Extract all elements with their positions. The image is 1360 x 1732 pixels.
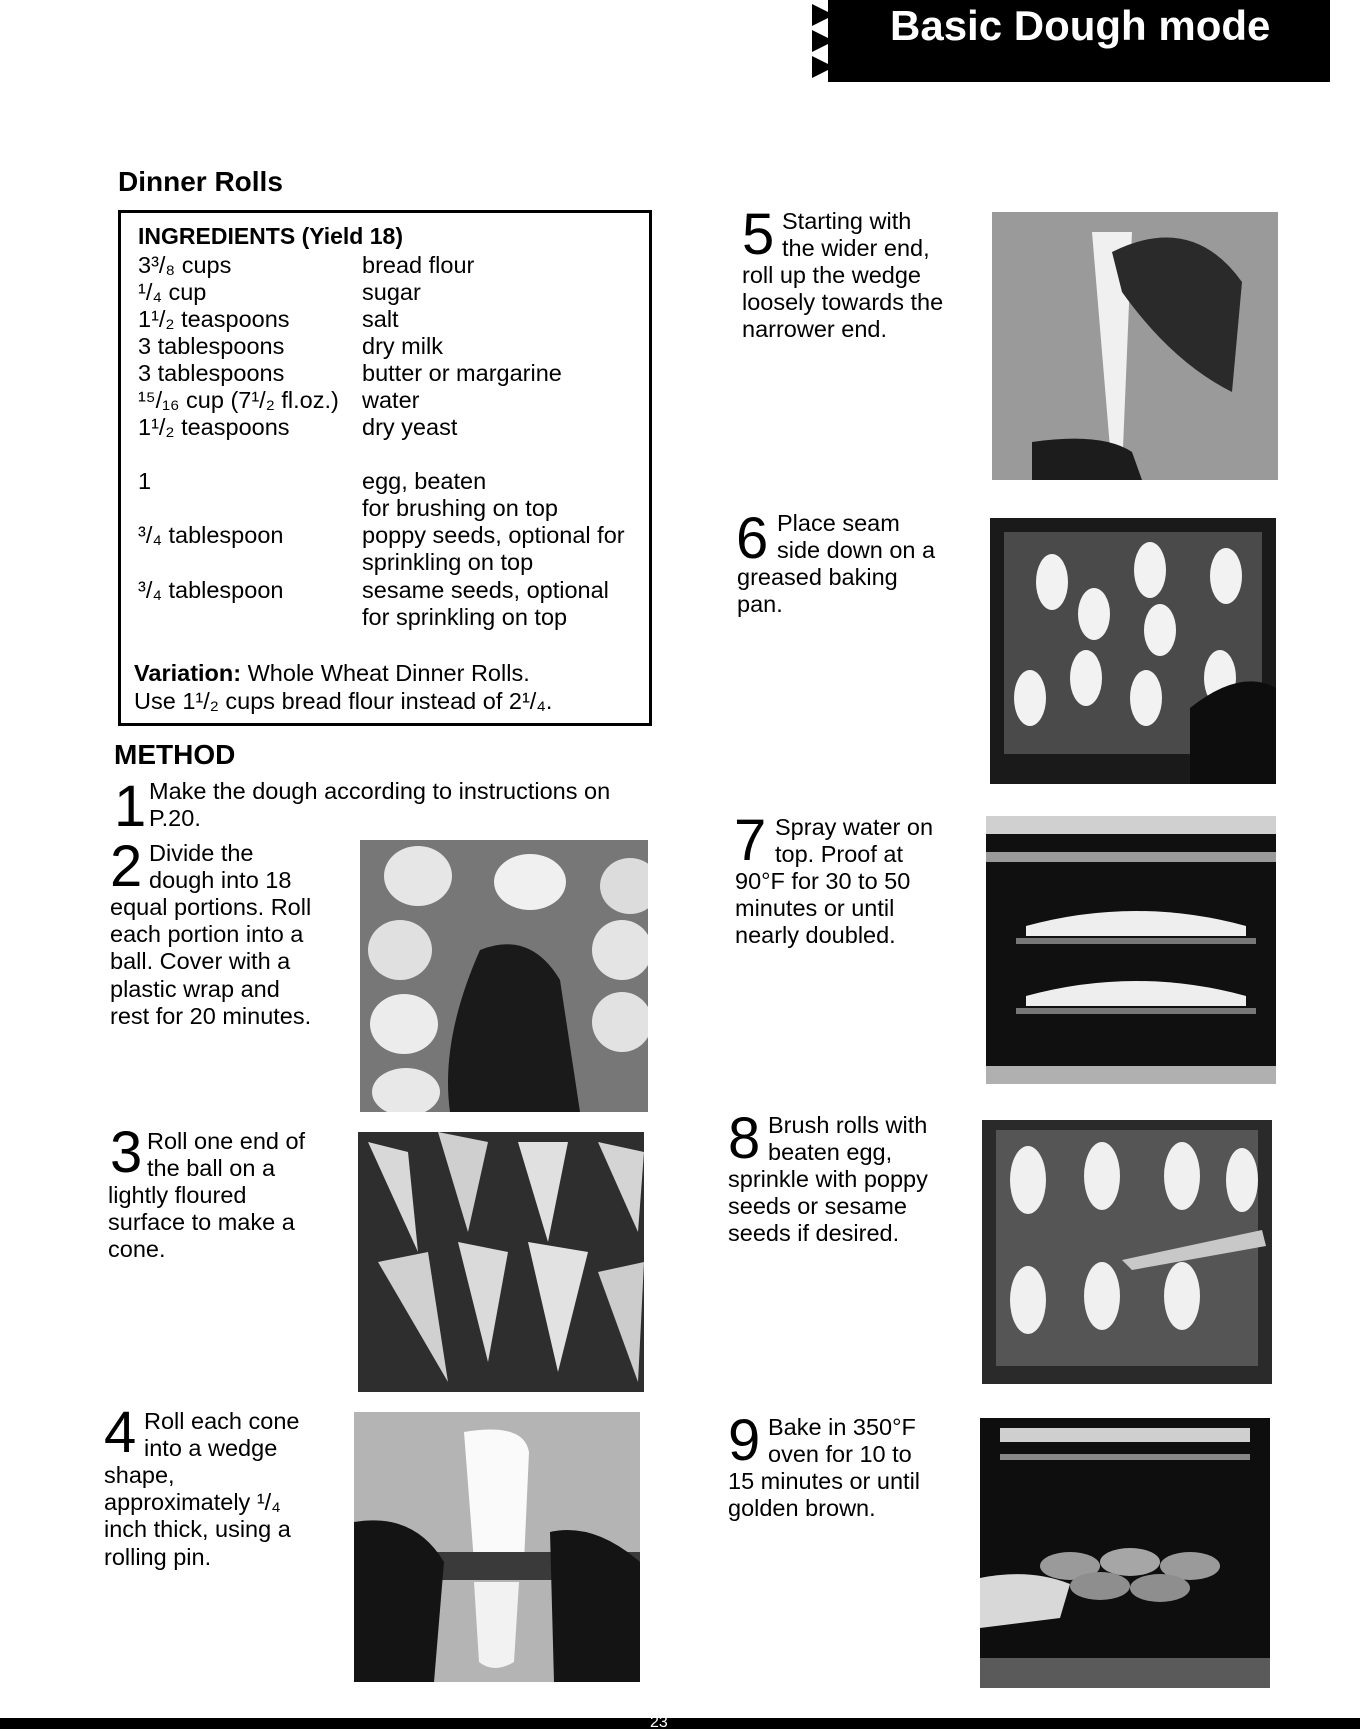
- step-number: 8: [728, 1106, 761, 1171]
- step-line: Roll one end of: [147, 1128, 306, 1154]
- step-text-continued: [737, 564, 898, 618]
- ingredient-qty: 3 tablespoons: [138, 333, 285, 359]
- step-number: 2: [110, 834, 143, 899]
- topping-name: for brushing on top: [362, 495, 558, 521]
- topping-name: egg, beaten: [362, 468, 487, 494]
- ingredient-qty: 1¹/₂ teaspoons: [138, 414, 290, 440]
- step-line: Divide the: [149, 840, 254, 866]
- step-text: [775, 814, 933, 868]
- step-line: Spray water on: [775, 814, 934, 840]
- topping-qty: ³/₄ tablespoon: [138, 577, 284, 603]
- step-number: 9: [728, 1408, 761, 1473]
- variation-line2: Use 1¹/₂ cups bread flour instead of 2¹/₄.: [134, 687, 553, 714]
- step-line: the wider end,: [782, 235, 930, 262]
- method-heading: METHOD: [114, 739, 236, 770]
- topping-name: poppy seeds, optional for: [362, 522, 625, 548]
- step-text-continued: [108, 1182, 295, 1264]
- footer-rule: [0, 1718, 1360, 1729]
- step-line: Brush rolls with: [768, 1112, 928, 1138]
- step-line: seeds if desired.: [728, 1220, 900, 1247]
- step-line: side down on a: [777, 537, 936, 564]
- step-line: into a wedge: [144, 1435, 278, 1462]
- banner-arrow-icon: [812, 56, 834, 78]
- step-text: [768, 1414, 916, 1468]
- step-text-continued: [735, 868, 910, 950]
- topping-name: sprinkling on top: [362, 549, 534, 575]
- variation-text: Whole Wheat Dinner Rolls.: [241, 660, 530, 686]
- step-number: 7: [734, 808, 767, 873]
- step-line: Roll each cone: [144, 1408, 300, 1434]
- step-line: the ball on a: [147, 1155, 276, 1182]
- step-text: [144, 1408, 299, 1462]
- variation-label: Variation:: [134, 660, 242, 686]
- step-line: Starting with: [782, 208, 912, 234]
- photo-dough-balls: [360, 840, 648, 1112]
- step-line: Make the dough according to instructions on: [149, 778, 611, 804]
- step-line: golden brown.: [728, 1495, 876, 1522]
- step-line: surface to make a: [108, 1209, 295, 1236]
- step-line: each portion into a: [110, 921, 304, 948]
- step-text-continued: [742, 262, 943, 344]
- photo-dough-cones: [358, 1132, 644, 1392]
- ingredient-name: salt: [362, 306, 399, 332]
- step-text-continued: [110, 894, 311, 1030]
- ingredient-name: water: [362, 387, 420, 413]
- page-number: 23: [650, 1714, 668, 1731]
- ingredients-heading: INGREDIENTS (Yield 18): [138, 223, 403, 249]
- ingredient-name: butter or margarine: [362, 360, 562, 386]
- photo-baking-pan: [990, 518, 1276, 784]
- ingredient-qty: ¹⁵/₁₆ cup (7¹/₂ fl.oz.): [138, 387, 339, 413]
- page-title: Basic Dough mode: [890, 2, 1271, 49]
- step-line: plastic wrap and: [110, 975, 280, 1002]
- step-line: 90°F for 30 to 50: [735, 868, 911, 894]
- step-number: 6: [736, 506, 769, 571]
- step-line: nearly doubled.: [735, 922, 896, 949]
- step-line: inch thick, using a: [104, 1516, 291, 1543]
- step-line: equal portions. Roll: [110, 894, 312, 920]
- step-number: 1: [114, 774, 147, 839]
- step-line: cone.: [108, 1236, 166, 1263]
- step-line: ball. Cover with a: [110, 948, 291, 975]
- step-line: sprinkle with poppy: [728, 1166, 928, 1192]
- step-line: rolling pin.: [104, 1543, 212, 1570]
- ingredient-name: sugar: [362, 279, 421, 305]
- step-text: [147, 1128, 305, 1182]
- photo-rolling-pin: [354, 1412, 640, 1682]
- ingredient-qty: 3³/₈ cups: [138, 252, 232, 278]
- ingredient-name: dry yeast: [362, 414, 458, 440]
- step-line: Place seam: [777, 510, 900, 536]
- step-text: [777, 510, 935, 564]
- step-line: pan.: [737, 591, 783, 618]
- step-line: lightly floured: [108, 1182, 247, 1208]
- step-line: dough into 18: [149, 867, 292, 894]
- step-line: oven for 10 to: [768, 1441, 912, 1468]
- banner-arrow-icon: [812, 4, 834, 26]
- step-line: Bake in 350°F: [768, 1414, 916, 1440]
- step-text: [149, 840, 291, 894]
- photo-oven-proofing: [986, 816, 1276, 1084]
- step-number: 4: [104, 1400, 137, 1465]
- topping-qty: ³/₄ tablespoon: [138, 522, 284, 548]
- step-text-continued: [728, 1468, 920, 1522]
- variation-note: [134, 660, 644, 715]
- step-line: greased baking: [737, 564, 898, 590]
- step-line: minutes or until: [735, 895, 895, 922]
- banner-arrow-icon: [812, 30, 834, 52]
- ingredient-qty: ¹/₄ cup: [138, 279, 207, 305]
- photo-brushing-rolls: [982, 1120, 1272, 1384]
- step-line: top. Proof at: [775, 841, 904, 868]
- ingredient-name: dry milk: [362, 333, 443, 359]
- step-text-continued: [104, 1462, 291, 1571]
- step-line: P.20.: [149, 805, 201, 832]
- step-line: approximately ¹/₄: [104, 1489, 281, 1516]
- step-line: shape,: [104, 1462, 175, 1488]
- ingredient-qty: 1¹/₂ teaspoons: [138, 306, 290, 332]
- step-text: [149, 778, 610, 832]
- step-line: beaten egg,: [768, 1139, 893, 1166]
- topping-name: sesame seeds, optional: [362, 577, 609, 603]
- step-line: seeds or sesame: [728, 1193, 907, 1220]
- ingredient-qty: 3 tablespoons: [138, 360, 285, 386]
- step-line: 15 minutes or until: [728, 1468, 921, 1494]
- photo-oven-baking: [980, 1418, 1270, 1688]
- step-text: [782, 208, 930, 262]
- photo-rolling-wedge: [992, 212, 1278, 480]
- step-line: narrower end.: [742, 316, 887, 343]
- ingredient-name: bread flour: [362, 252, 475, 278]
- step-text-continued: [728, 1166, 928, 1248]
- step-line: loosely towards the: [742, 289, 944, 316]
- step-text: [768, 1112, 927, 1166]
- recipe-title: Dinner Rolls: [118, 166, 283, 197]
- step-number: 5: [742, 202, 775, 267]
- step-number: 3: [110, 1120, 143, 1185]
- step-line: roll up the wedge: [742, 262, 921, 288]
- step-line: rest for 20 minutes.: [110, 1002, 312, 1029]
- topping-name: for sprinkling on top: [362, 604, 568, 630]
- topping-qty: 1: [138, 468, 152, 494]
